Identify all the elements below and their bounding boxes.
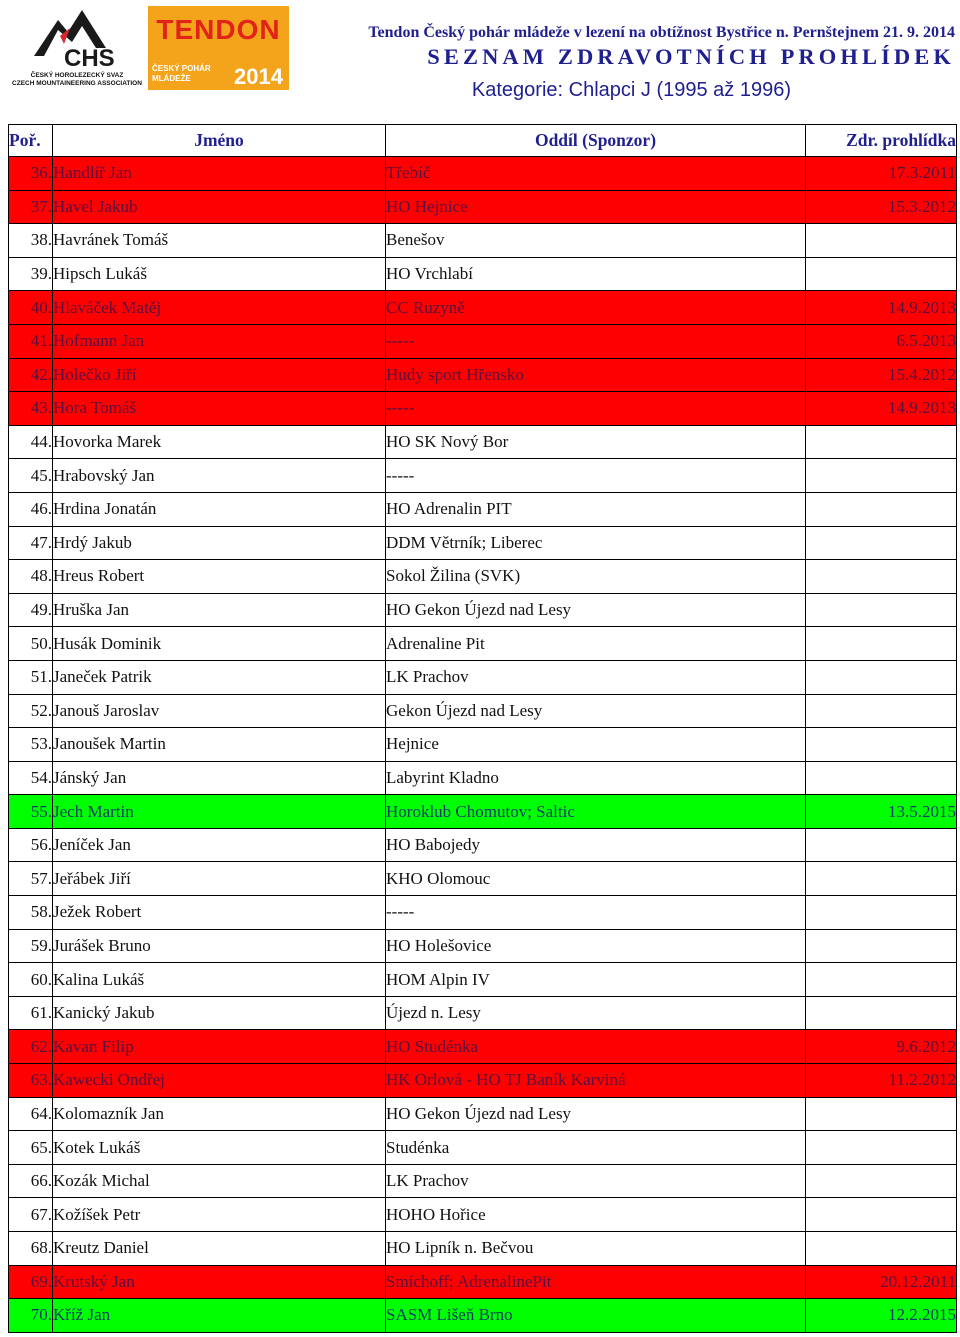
- club-cell: Sokol Žilina (SVK): [386, 560, 806, 594]
- rank-cell: 48.: [9, 560, 53, 594]
- rank-cell: 69.: [9, 1265, 53, 1299]
- club-cell: Smíchoff; AdrenalinePit: [386, 1265, 806, 1299]
- medical-check-cell: [806, 224, 957, 258]
- table-row: [9, 627, 957, 661]
- medical-check-cell: [806, 896, 957, 930]
- name-cell: Jeníček Jan: [53, 828, 386, 862]
- table-row: [9, 996, 957, 1030]
- club-cell: SASM Lišeň Brno: [386, 1299, 806, 1333]
- name-cell: Havel Jakub: [53, 190, 386, 224]
- rank-cell: 38.: [9, 224, 53, 258]
- table-row: [9, 224, 957, 258]
- table-row: [9, 1164, 957, 1198]
- club-cell: HO Babojedy: [386, 828, 806, 862]
- name-cell: Hofmann Jan: [53, 324, 386, 358]
- rank-cell: 39.: [9, 257, 53, 291]
- rank-cell: 40.: [9, 291, 53, 325]
- club-cell: CC Ruzyně: [386, 291, 806, 325]
- rank-cell: 52.: [9, 694, 53, 728]
- name-cell: Hrdina Jonatán: [53, 492, 386, 526]
- name-cell: Jurášek Bruno: [53, 929, 386, 963]
- rank-cell: 51.: [9, 660, 53, 694]
- header-rank: Poř.: [9, 125, 53, 157]
- medical-check-cell: [806, 694, 957, 728]
- rank-cell: 45.: [9, 459, 53, 493]
- rank-cell: 58.: [9, 896, 53, 930]
- rank-cell: 47.: [9, 526, 53, 560]
- name-cell: Hrabovský Jan: [53, 459, 386, 493]
- name-cell: Jech Martin: [53, 795, 386, 829]
- club-cell: HO Vrchlabí: [386, 257, 806, 291]
- rank-cell: 56.: [9, 828, 53, 862]
- medical-check-cell: [806, 761, 957, 795]
- club-cell: HO Studénka: [386, 1030, 806, 1064]
- club-cell: -----: [386, 896, 806, 930]
- club-cell: HO Lipník n. Bečvou: [386, 1232, 806, 1266]
- club-cell: HO SK Nový Bor: [386, 425, 806, 459]
- table-row: [9, 929, 957, 963]
- name-cell: Janouš Jaroslav: [53, 694, 386, 728]
- table-row: [9, 459, 957, 493]
- medical-check-cell: 11.2.2012: [806, 1064, 957, 1098]
- rank-cell: 54.: [9, 761, 53, 795]
- table-row: [9, 1030, 957, 1064]
- rank-cell: 60.: [9, 963, 53, 997]
- name-cell: Havránek Tomáš: [53, 224, 386, 258]
- medical-check-cell: 15.4.2012: [806, 358, 957, 392]
- club-cell: HO Holešovice: [386, 929, 806, 963]
- table-header-row: [9, 125, 957, 157]
- name-cell: Kavan Filip: [53, 1030, 386, 1064]
- name-cell: Hora Tomáš: [53, 392, 386, 426]
- medical-check-cell: 20.12.2011: [806, 1265, 957, 1299]
- medical-check-cell: [806, 1232, 957, 1266]
- medical-check-cell: [806, 627, 957, 661]
- medical-check-cell: [806, 1198, 957, 1232]
- name-cell: Kreutz Daniel: [53, 1232, 386, 1266]
- header-name: Jméno: [53, 125, 386, 157]
- rank-cell: 37.: [9, 190, 53, 224]
- table-row: [9, 896, 957, 930]
- medical-check-cell: [806, 492, 957, 526]
- name-cell: Hovorka Marek: [53, 425, 386, 459]
- medical-check-cell: 17.3.2011: [806, 157, 957, 191]
- rank-cell: 63.: [9, 1064, 53, 1098]
- table-row: [9, 358, 957, 392]
- rank-cell: 64.: [9, 1097, 53, 1131]
- table-row: [9, 492, 957, 526]
- mountain-logo-icon: [34, 8, 124, 70]
- medical-check-cell: [806, 660, 957, 694]
- name-cell: Holečko Jiří: [53, 358, 386, 392]
- medical-check-cell: 14.9.2013: [806, 392, 957, 426]
- name-cell: Kalina Lukáš: [53, 963, 386, 997]
- rank-cell: 67.: [9, 1198, 53, 1232]
- rank-cell: 43.: [9, 392, 53, 426]
- rank-cell: 36.: [9, 157, 53, 191]
- medical-check-cell: [806, 1097, 957, 1131]
- medical-check-cell: [806, 459, 957, 493]
- table-row: [9, 257, 957, 291]
- medical-check-cell: 12.2.2015: [806, 1299, 957, 1333]
- club-cell: Labyrint Kladno: [386, 761, 806, 795]
- name-cell: Kozák Michal: [53, 1164, 386, 1198]
- club-cell: HO Gekon Újezd nad Lesy: [386, 1097, 806, 1131]
- club-cell: HOHO Hořice: [386, 1198, 806, 1232]
- medical-check-cell: 9.6.2012: [806, 1030, 957, 1064]
- header-medical-check: Zdr. prohlídka: [806, 125, 957, 157]
- rank-cell: 62.: [9, 1030, 53, 1064]
- table-row: [9, 728, 957, 762]
- medical-check-cell: 15.3.2012: [806, 190, 957, 224]
- rank-cell: 53.: [9, 728, 53, 762]
- name-cell: Husák Dominik: [53, 627, 386, 661]
- document-title: SEZNAM ZDRAVOTNÍCH PROHLÍDEK: [427, 44, 955, 69]
- medical-check-cell: [806, 425, 957, 459]
- rank-cell: 49.: [9, 593, 53, 627]
- table-row: [9, 1232, 957, 1266]
- club-cell: HOM Alpin IV: [386, 963, 806, 997]
- table-row: [9, 1265, 957, 1299]
- table-row: [9, 157, 957, 191]
- name-cell: Janeček Patrik: [53, 660, 386, 694]
- club-cell: HO Hejnice: [386, 190, 806, 224]
- chs-caption: ČESKÝ HOROLEZECKÝ SVAZ CZECH MOUNTAINEERING ASSOCIATION: [12, 72, 142, 87]
- table-row: [9, 392, 957, 426]
- rank-cell: 42.: [9, 358, 53, 392]
- medical-check-cell: [806, 257, 957, 291]
- table-row: [9, 560, 957, 594]
- rank-cell: 57.: [9, 862, 53, 896]
- chs-logo-text: CHS: [64, 45, 115, 70]
- medical-check-cell: [806, 862, 957, 896]
- club-cell: Studénka: [386, 1131, 806, 1165]
- rank-cell: 41.: [9, 324, 53, 358]
- club-cell: Hejnice: [386, 728, 806, 762]
- name-cell: Handlíř Jan: [53, 157, 386, 191]
- table-row: [9, 425, 957, 459]
- medical-check-cell: [806, 526, 957, 560]
- club-cell: Gekon Újezd nad Lesy: [386, 694, 806, 728]
- rank-cell: 50.: [9, 627, 53, 661]
- name-cell: Kanický Jakub: [53, 996, 386, 1030]
- club-cell: -----: [386, 459, 806, 493]
- rank-cell: 44.: [9, 425, 53, 459]
- rank-cell: 70.: [9, 1299, 53, 1333]
- name-cell: Jeřábek Jiří: [53, 862, 386, 896]
- name-cell: Hreus Robert: [53, 560, 386, 594]
- table-row: [9, 761, 957, 795]
- rank-cell: 66.: [9, 1164, 53, 1198]
- rank-cell: 59.: [9, 929, 53, 963]
- chs-logo: [6, 8, 148, 88]
- club-cell: -----: [386, 324, 806, 358]
- name-cell: Hruška Jan: [53, 593, 386, 627]
- club-cell: HK Orlová - HO TJ Baník Karviná: [386, 1064, 806, 1098]
- rank-cell: 61.: [9, 996, 53, 1030]
- club-cell: HO Gekon Újezd nad Lesy: [386, 593, 806, 627]
- club-cell: -----: [386, 392, 806, 426]
- rank-cell: 46.: [9, 492, 53, 526]
- table-row: [9, 324, 957, 358]
- tendon-logo-year: 2014: [234, 64, 283, 89]
- table-row: [9, 291, 957, 325]
- table-row: [9, 660, 957, 694]
- name-cell: Ježek Robert: [53, 896, 386, 930]
- name-cell: Kawecki Ondřej: [53, 1064, 386, 1098]
- name-cell: Janoušek Martin: [53, 728, 386, 762]
- medical-check-cell: 13.5.2015: [806, 795, 957, 829]
- medical-checks-table: [8, 124, 957, 1333]
- medical-check-cell: [806, 828, 957, 862]
- name-cell: Kožíšek Petr: [53, 1198, 386, 1232]
- club-cell: Újezd n. Lesy: [386, 996, 806, 1030]
- name-cell: Jánský Jan: [53, 761, 386, 795]
- club-cell: LK Prachov: [386, 660, 806, 694]
- table-row: [9, 526, 957, 560]
- table-row: [9, 190, 957, 224]
- table-row: [9, 1131, 957, 1165]
- table-row: [9, 1097, 957, 1131]
- club-cell: DDM Větrník; Liberec: [386, 526, 806, 560]
- event-title: Tendon Český pohár mládeže v lezení na obtížnost Bystřice n. Pernštejnem 21. 9. 2014: [368, 24, 955, 41]
- club-cell: Hudy sport Hřensko: [386, 358, 806, 392]
- tendon-logo-word: TENDON: [156, 14, 281, 45]
- club-cell: LK Prachov: [386, 1164, 806, 1198]
- table-row: [9, 1064, 957, 1098]
- medical-check-cell: [806, 1164, 957, 1198]
- table-row: [9, 1198, 957, 1232]
- name-cell: Hipsch Lukáš: [53, 257, 386, 291]
- tendon-logo: [148, 6, 289, 90]
- club-cell: Horoklub Chomutov; Saltic: [386, 795, 806, 829]
- medical-check-cell: [806, 728, 957, 762]
- club-cell: Adrenaline Pit: [386, 627, 806, 661]
- name-cell: Hlaváček Matěj: [53, 291, 386, 325]
- table-row: [9, 963, 957, 997]
- medical-check-cell: [806, 996, 957, 1030]
- medical-check-cell: 6.5.2013: [806, 324, 957, 358]
- name-cell: Kříž Jan: [53, 1299, 386, 1333]
- club-cell: KHO Olomouc: [386, 862, 806, 896]
- medical-check-cell: 14.9.2013: [806, 291, 957, 325]
- medical-check-cell: [806, 560, 957, 594]
- name-cell: Kotek Lukáš: [53, 1131, 386, 1165]
- table-body: [9, 157, 957, 1333]
- name-cell: Krutský Jan: [53, 1265, 386, 1299]
- page-header: [0, 0, 960, 122]
- medical-check-cell: [806, 593, 957, 627]
- table-row: [9, 862, 957, 896]
- tendon-logo-subtitle: ČESKÝ POHÁR MLÁDEŽE: [152, 64, 211, 83]
- table-row: [9, 593, 957, 627]
- category-label: Kategorie: Chlapci J (1995 až 1996): [471, 79, 791, 101]
- club-cell: Třebíč: [386, 157, 806, 191]
- table-row: [9, 828, 957, 862]
- rank-cell: 68.: [9, 1232, 53, 1266]
- table-row: [9, 795, 957, 829]
- rank-cell: 65.: [9, 1131, 53, 1165]
- medical-check-cell: [806, 929, 957, 963]
- table-row: [9, 1299, 957, 1333]
- name-cell: Hrdý Jakub: [53, 526, 386, 560]
- rank-cell: 55.: [9, 795, 53, 829]
- medical-check-cell: [806, 963, 957, 997]
- name-cell: Kolomazník Jan: [53, 1097, 386, 1131]
- table-row: [9, 694, 957, 728]
- club-cell: Benešov: [386, 224, 806, 258]
- header-club: Oddíl (Sponzor): [386, 125, 806, 157]
- club-cell: HO Adrenalin PIT: [386, 492, 806, 526]
- medical-check-cell: [806, 1131, 957, 1165]
